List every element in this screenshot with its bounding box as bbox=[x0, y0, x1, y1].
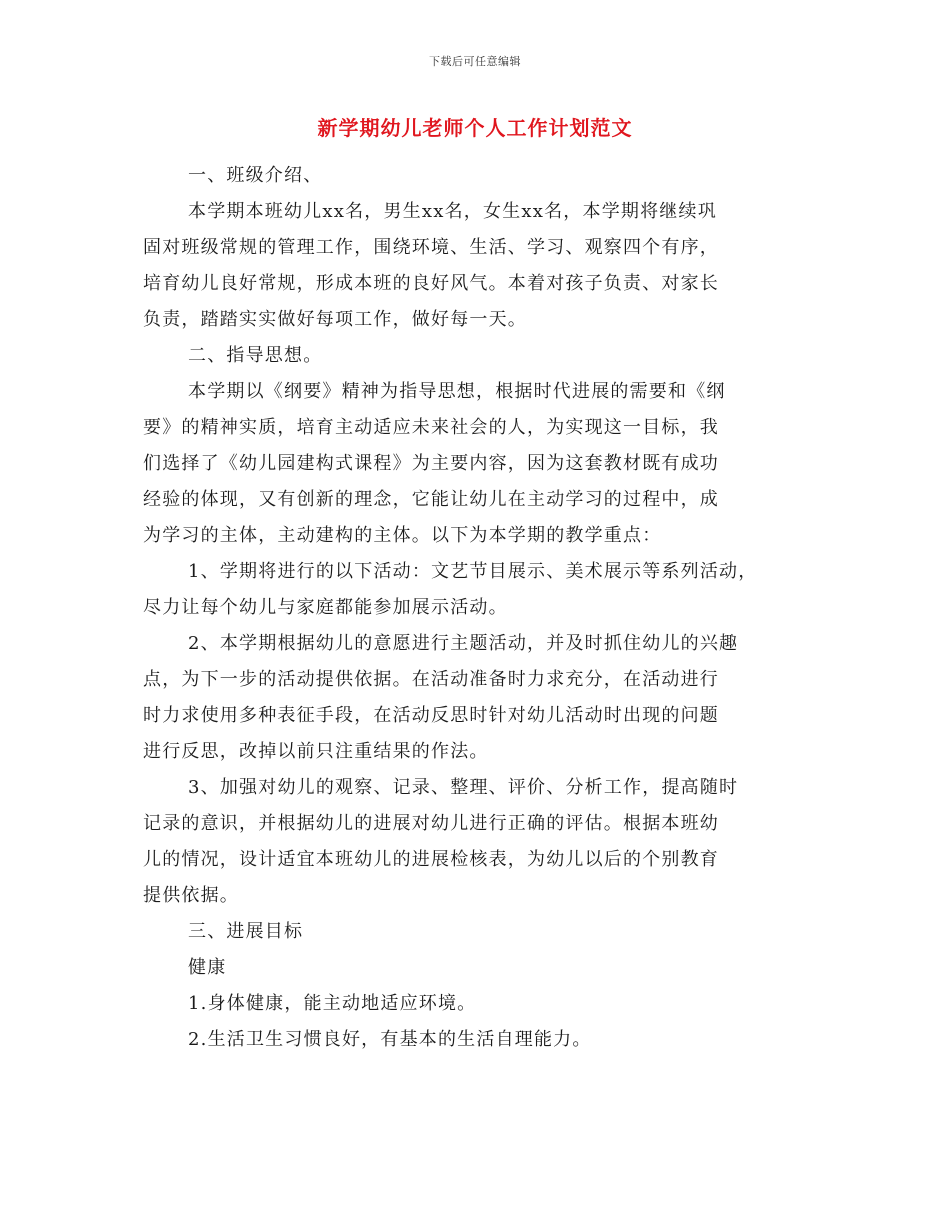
body-line: 经验的体现，又有创新的理念，它能让幼儿在主动学习的过程中，成 bbox=[143, 489, 719, 510]
body-line: 一、班级介绍、 bbox=[188, 165, 323, 186]
body-line: 进行反思，改掉以前只注重结果的作法。 bbox=[143, 741, 489, 762]
body-line: 健康 bbox=[188, 957, 227, 978]
body-line: 要》的精神实质，培育主动适应未来社会的人，为实现这一目标，我 bbox=[143, 417, 719, 438]
body-line: 提供依据。 bbox=[143, 885, 239, 906]
body-line: 负责，踏踏实实做好每项工作，做好每一天。 bbox=[143, 309, 527, 330]
body-line: 二、指导思想。 bbox=[188, 345, 323, 366]
body-line: 培育幼儿良好常规，形成本班的良好风气。本着对孩子负责、对家长 bbox=[143, 273, 719, 294]
body-line: 尽力让每个幼儿与家庭都能参加展示活动。 bbox=[143, 597, 508, 618]
body-line: 2、本学期根据幼儿的意愿进行主题活动，并及时抓住幼儿的兴趣 bbox=[188, 633, 739, 654]
body-line: 固对班级常规的管理工作，围绕环境、生活、学习、观察四个有序， bbox=[143, 237, 719, 258]
body-line: 儿的情况，设计适宜本班幼儿的进展检核表，为幼儿以后的个别教育 bbox=[143, 849, 719, 870]
body-line: 1、学期将进行的以下活动：文艺节目展示、美术展示等系列活动， bbox=[188, 561, 758, 582]
body-line: 本学期以《纲要》精神为指导思想，根据时代进展的需要和《纲 bbox=[188, 381, 726, 402]
body-line: 2.生活卫生习惯良好，有基本的生活自理能力。 bbox=[188, 1029, 592, 1050]
body-line: 3、加强对幼儿的观察、记录、整理、评价、分析工作，提高随时 bbox=[188, 777, 739, 798]
body-line: 记录的意识，并根据幼儿的进展对幼儿进行正确的评估。根据本班幼 bbox=[143, 813, 719, 834]
body-line: 三、进展目标 bbox=[188, 921, 304, 942]
body-line: 时力求使用多种表征手段，在活动反思时针对幼儿活动时出现的问题 bbox=[143, 705, 719, 726]
document-body bbox=[143, 158, 823, 1058]
document-title: 新学期幼儿老师个人工作计划范文 bbox=[317, 116, 633, 140]
body-line: 们选择了《幼儿园建构式课程》为主要内容，因为这套教材既有成功 bbox=[143, 453, 719, 474]
body-line: 本学期本班幼儿xx名，男生xx名，女生xx名，本学期将继续巩 bbox=[188, 201, 717, 222]
body-line: 1.身体健康，能主动地适应环境。 bbox=[188, 993, 477, 1014]
body-line: 点，为下一步的活动提供依据。在活动准备时力求充分，在活动进行 bbox=[143, 669, 719, 690]
header-note: 下载后可任意编辑 bbox=[429, 55, 521, 68]
body-line: 为学习的主体，主动建构的主体。以下为本学期的教学重点： bbox=[143, 525, 662, 546]
